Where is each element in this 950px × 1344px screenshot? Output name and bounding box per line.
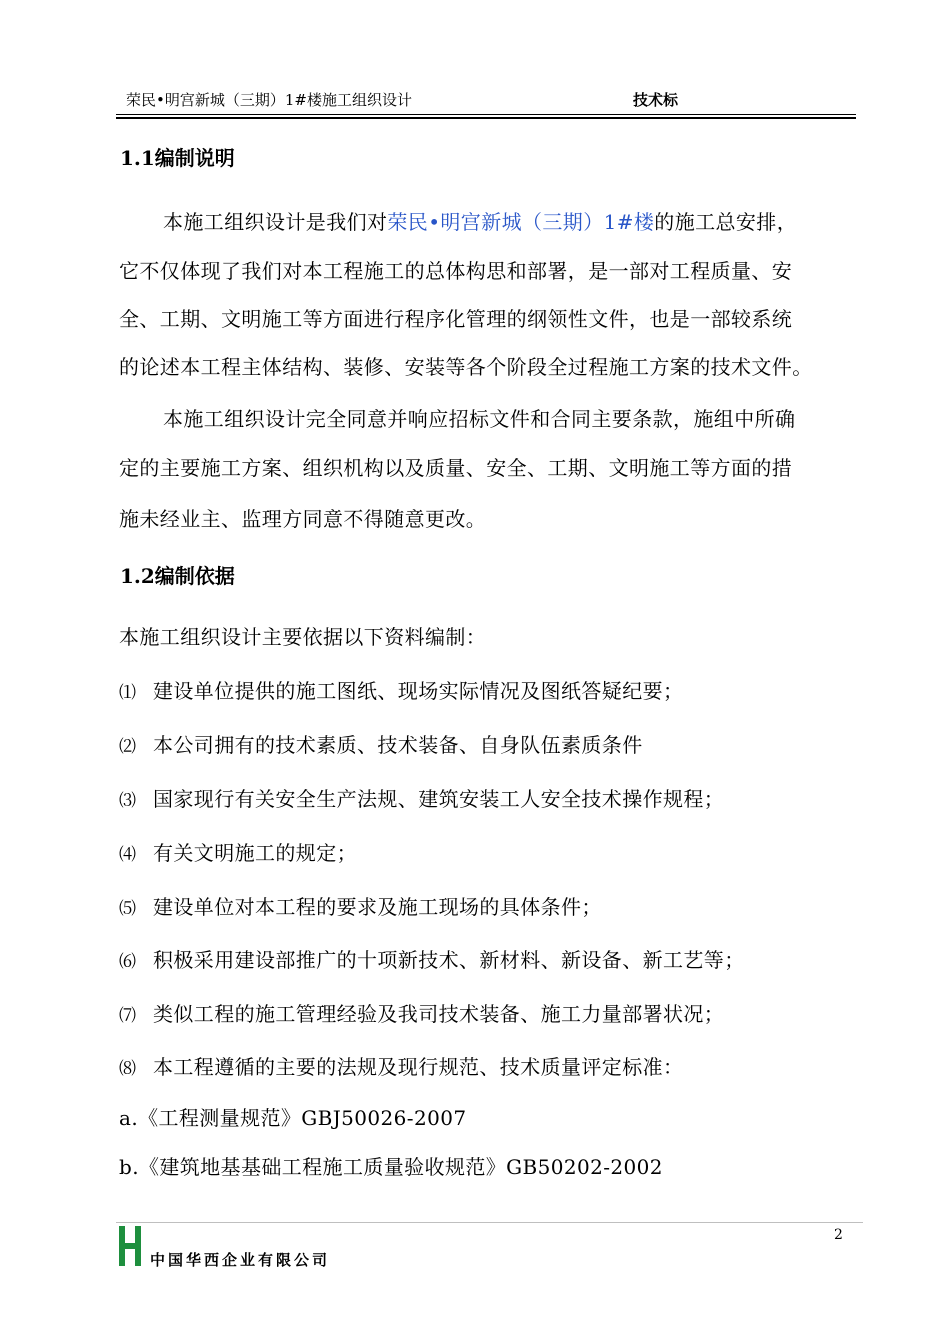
para2-line2: 定的主要施工方案、组织机构以及质量、安全、工期、文明施工等方面的措 [119,456,793,480]
item-text: 建设单位提供的施工图纸、现场实际情况及图纸答疑纪要； [153,679,684,703]
item-text: 本工程遵循的主要的法规及现行规范、技术质量评定标准： [153,1055,684,1079]
item-text: 国家现行有关安全生产法规、建筑安装工人安全技术操作规程； [153,787,725,811]
company-logo-icon [119,1226,141,1266]
item-text: 有关文明施工的规定； [153,841,357,865]
section-heading-1-1: 1.1编制说明 [120,146,235,170]
para1-line3: 全、工期、文明施工等方面进行程序化管理的纲领性文件，也是一部较系统 [119,307,793,331]
basis-item-6 [119,946,745,976]
item-text: 建设单位对本工程的要求及施工现场的具体条件； [153,895,602,919]
header-doc-type: 技术标 [633,91,679,109]
para1-line1 [163,208,797,236]
standard-b: b.《建筑地基基础工程施工质量验收规范》GB50202-2002 [119,1155,663,1179]
item-number: ⑴ [119,683,137,703]
item-text: 积极采用建设部推广的十项新技术、新材料、新设备、新工艺等； [153,948,745,972]
header-rule-thick [116,117,856,119]
basis-item-5 [119,893,602,923]
item-number: ⑸ [119,899,137,919]
item-number: ⑷ [119,845,137,865]
basis-item-1 [119,677,683,707]
para1-line4: 的论述本工程主体结构、装修、安装等各个阶段全过程施工方案的技术文件。 [119,355,813,379]
para2-line3: 施未经业主、监理方同意不得随意更改。 [119,507,487,531]
company-name: 中国华西企业有限公司 [150,1251,331,1269]
item-number: ⑵ [119,737,137,757]
header-title: 荣民•明宫新城（三期）1#楼施工组织设计 [126,91,412,109]
header-rule-thin [116,114,856,115]
item-number: ⑻ [119,1059,137,1079]
item-number: ⑹ [119,952,137,972]
para1-line1-pre: 本施工组织设计是我们对 [163,210,388,234]
project-name: 荣民•明宫新城（三期）1#楼 [387,210,655,234]
basis-item-7 [119,1000,724,1030]
footer-rule [116,1222,863,1223]
para2-line1: 本施工组织设计完全同意并响应招标文件和合同主要条款，施组中所确 [163,407,796,431]
basis-item-3 [119,785,724,815]
item-number: ⑺ [119,1006,137,1026]
item-text: 本公司拥有的技术素质、技术装备、自身队伍素质条件 [153,733,643,757]
item-text: 类似工程的施工管理经验及我司技术装备、施工力量部署状况； [153,1002,725,1026]
basis-item-2 [119,731,643,761]
item-number: ⑶ [119,791,137,811]
basis-item-8 [119,1053,683,1083]
basis-item-4 [119,839,357,869]
para1-line1-post: 的施工总安排， [654,210,798,234]
basis-intro: 本施工组织设计主要依据以下资料编制： [119,625,487,649]
standard-a: a.《工程测量规范》GBJ50026-2007 [119,1106,467,1130]
para1-line2: 它不仅体现了我们对本工程施工的总体构思和部署，是一部对工程质量、安 [119,259,793,283]
section-heading-1-2: 1.2编制依据 [120,564,235,588]
page-number: 2 [834,1227,843,1243]
